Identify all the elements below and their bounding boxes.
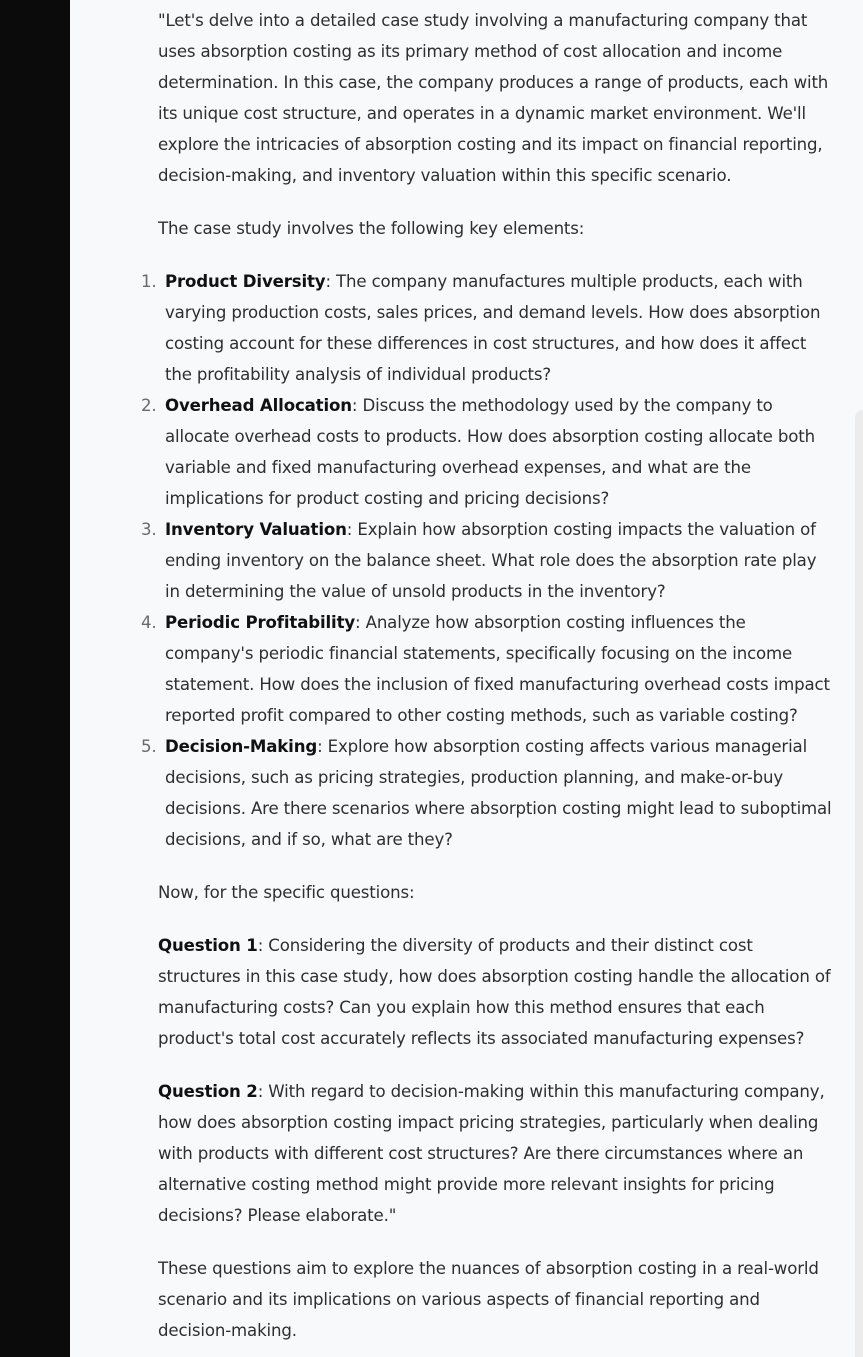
element-title: Periodic Profitability (165, 613, 356, 632)
element-title: Inventory Valuation (165, 520, 347, 539)
scrollbar-track[interactable] (855, 410, 863, 1357)
question-title: Question 2 (158, 1082, 258, 1101)
element-text: : Analyze how absorption costing influences the company's periodic financial statements, specifically focusing on the income statement. How does the inclusion of fixed manufacturing overhead costs impact reported profit compared to other costing methods, such as variable costing? (165, 613, 830, 725)
question-title: Question 1 (158, 936, 258, 955)
element-text: : The company manufactures multiple products, each with varying production costs, sales prices, and demand levels. How does absorption costing account for these differences in cost structures, and how does it affect the profitability analysis of individual products? (165, 272, 821, 384)
question-paragraph (158, 1076, 832, 1231)
question-text: : With regard to decision-making within this manufacturing company, how does absorption costing impact pricing strategies, particularly when dealing with products with different cost structures? Are there circumstances where an alternative costing method might provide more relevant insights for pricing decisions? Please elaborate." (158, 1082, 825, 1225)
list-number: 5. (141, 737, 157, 756)
closing-paragraph: These questions aim to explore the nuances of absorption costing in a real-world scenario and its implications on various aspects of financial reporting and decision-making. (158, 1259, 819, 1340)
element-title: Overhead Allocation (165, 396, 352, 415)
list-number: 2. (141, 396, 157, 415)
element-text: : Discuss the methodology used by the company to allocate overhead costs to products. How does absorption costing allocate both variable and fixed manufacturing overhead expenses, and what are the implications for product costing and pricing decisions? (165, 396, 815, 508)
list-number: 1. (141, 272, 157, 291)
intro-paragraph: "Let's delve into a detailed case study involving a manufacturing company that uses absorption costing as its primary method of cost allocation and income determination. In this case, the company produces a range of products, each with its unique cost structure, and operates in a dynamic market environment. We'll explore the intricacies of absorption costing and its impact on financial reporting, decision-making, and inventory valuation within this specific scenario. (158, 11, 829, 185)
question-text: : Considering the diversity of products and their distinct cost structures in this case study, how does absorption costing handle the allocation of manufacturing costs? Can you explain how this method ensures that each product's total cost accurately reflects its associated manufacturing expenses? (158, 936, 831, 1048)
elements-intro: The case study involves the following key elements: (158, 219, 585, 238)
key-elements-list (141, 266, 832, 855)
question-paragraph (158, 930, 832, 1054)
element-title: Decision-Making (165, 737, 318, 756)
list-item (141, 607, 832, 731)
element-title: Product Diversity (165, 272, 326, 291)
element-text: : Explain how absorption costing impacts the valuation of ending inventory on the balance sheet. What role does the absorption rate play in determining the value of unsold products in the inventory? (165, 520, 817, 601)
list-item (141, 266, 832, 390)
sidebar-panel (0, 0, 70, 1357)
element-text: : Explore how absorption costing affects various managerial decisions, such as pricing strategies, production planning, and make-or-buy decisions. Are there scenarios where absorption costing might lead to suboptimal decisions, and if so, what are they? (165, 737, 832, 849)
list-item (141, 514, 832, 607)
list-number: 3. (141, 520, 157, 539)
list-item (141, 731, 832, 855)
questions-intro: Now, for the specific questions: (158, 883, 415, 902)
list-number: 4. (141, 613, 157, 632)
message-content (141, 5, 832, 1357)
list-item (141, 390, 832, 514)
